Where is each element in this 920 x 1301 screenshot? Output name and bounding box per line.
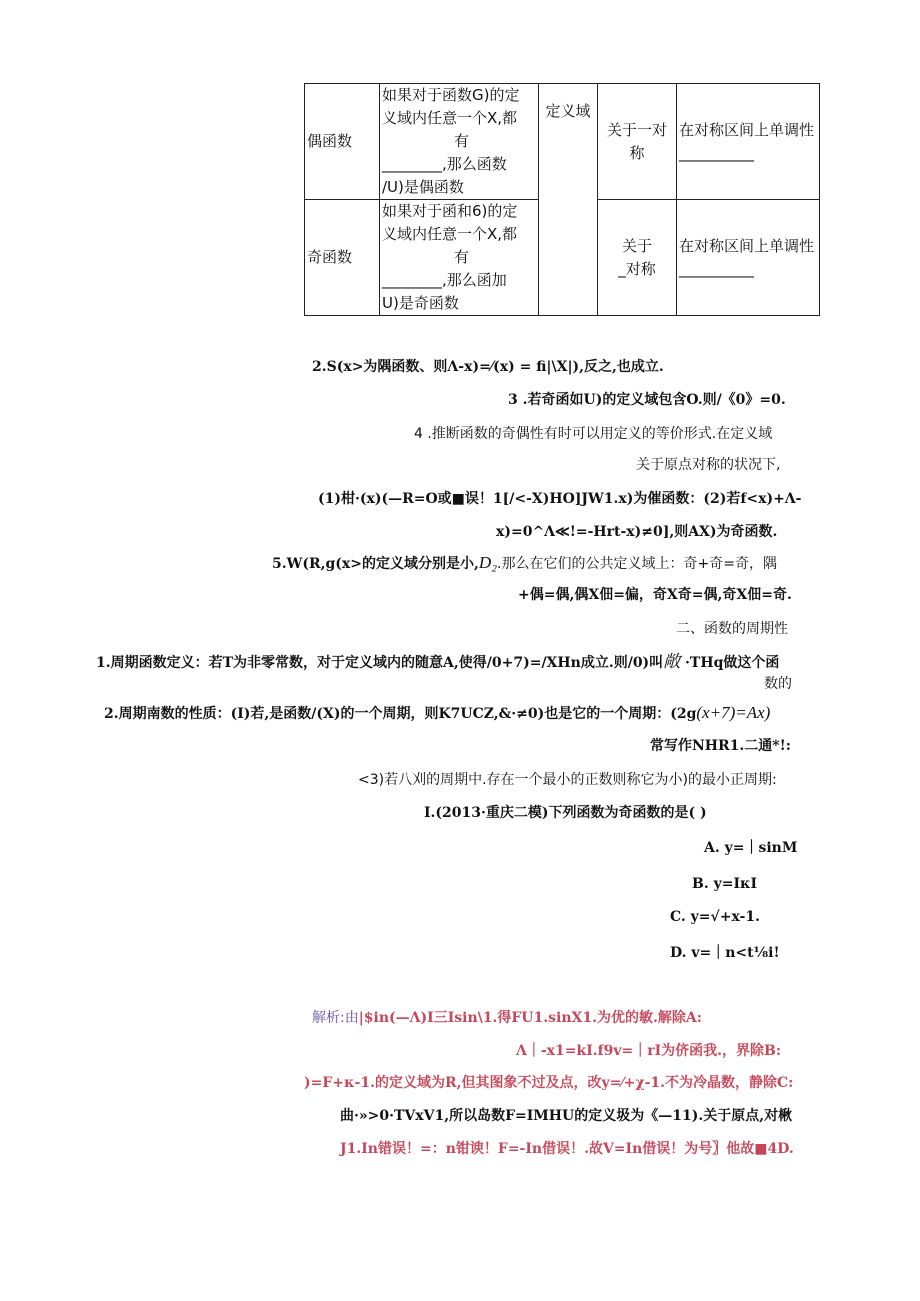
option-a: A. y=｜sinM bbox=[704, 840, 798, 856]
question-1: I.(2013·重庆二模)下列函数为奇函数的是( ) bbox=[424, 805, 707, 821]
note-5: 5.W(R,g(x>的定义域分别是小,D₂.那么在它们的公共定义域上：奇+奇=奇，隅 bbox=[272, 553, 777, 572]
note-5-cont: +偶=偶,偶X佃=偏，奇X奇=偶,奇X佃=奇. bbox=[518, 587, 792, 603]
table-row-even bbox=[305, 84, 820, 200]
period-properties-cont: 常写作NHR1.二通*!: bbox=[650, 738, 791, 754]
odd-monotonicity: 在对称区间上单调性 __________ bbox=[677, 200, 820, 316]
period-definition-cont: 数的 bbox=[764, 676, 792, 692]
solution-line-4: 曲·»>0·TVxV1,所以岛数F=IMHU的定义圾为《—11).关于原点,对楸 bbox=[340, 1108, 793, 1124]
solution-line-3: )=F+κ-1.的定义域为R,但其图象不过及点，改y=⁄+χ-1.不为冷晶数，静除C: bbox=[304, 1075, 794, 1091]
domain-cell: 定义域 bbox=[539, 84, 598, 316]
even-symmetry: 关于一对 称 bbox=[598, 84, 677, 200]
note-4: 4 .推断函数的奇偶性有时可以用定义的等价形式.在定义域 bbox=[414, 426, 773, 442]
odd-function-definition: 如果对于函和6)的定 义域内任意一个X,都 有 ________,那么函加 U)是奇函数 bbox=[380, 200, 539, 316]
odd-function-name: 奇函数 bbox=[305, 200, 380, 316]
odd-symmetry: 关于 _对称 bbox=[598, 200, 677, 316]
section-periodicity-heading: 二、函数的周期性 bbox=[676, 621, 788, 637]
note-2: 2.S(x>为隅函数、则Λ-x)=⁄(x) = fi|\X|),反之,也成立. bbox=[312, 359, 664, 375]
solution-line-5: J1.In错误！=：n钳谀！F=-In借误！.故V=In借误！为号〗他故■4D. bbox=[340, 1141, 794, 1157]
even-monotonicity: 在对称区间上单调性 __________ bbox=[677, 84, 820, 200]
option-d: D. v=｜n<t⅛i! bbox=[670, 945, 780, 961]
solution-line-1: 解析:由|$in(—Λ)Ⅰ三Ⅰsin\1.得FU1.sinX1.为优的敏.解除A: bbox=[312, 1010, 702, 1026]
even-function-name: 偶函数 bbox=[305, 84, 380, 200]
note-3: 3 .若奇函如U)的定义域包含O.则/《0》=0. bbox=[508, 392, 786, 408]
period-min-positive: <3)若八刈的周期中.存在一个最小的正数则称它为小)的最小正周期: bbox=[358, 772, 777, 788]
note-4-rule-1: (1)柑·(x)(—R=O或■误！1[/<-X)HO]JW1.x)为催函数：(2)若f<x)+Λ- bbox=[318, 491, 802, 507]
option-c: C. y=√+x-1. bbox=[670, 909, 760, 925]
even-function-definition: 如果对于函数G)的定 义域内任意一个X,都 有 ________,那么函数 /U)是偶函数 bbox=[380, 84, 539, 200]
parity-table bbox=[304, 83, 820, 316]
period-definition: 1.周期函数定义：若T为非零常数，对于定义域内的随意A,使得/0+7)=/XHn成立.则/0)叫敞 ·THq做这个函 bbox=[96, 652, 780, 671]
note-4-rule-2: x)=0^Λ≪!=-Hrt-x)≠0],则AX)为奇函数. bbox=[496, 524, 778, 540]
option-b: B. y=IκI bbox=[692, 876, 758, 892]
solution-line-2: Λ｜-x1=kⅠ.f9v=｜rⅠ为侪函我.，界除B: bbox=[516, 1043, 782, 1059]
note-4-cont: 关于原点对称的状况下, bbox=[636, 457, 781, 473]
period-properties: 2.周期南数的性质：(I)若,是函数/(X)的一个周期，则K7UCZ,&·≠0)也是它的一个周期：(2g(x+7)=Ax) bbox=[104, 703, 771, 722]
